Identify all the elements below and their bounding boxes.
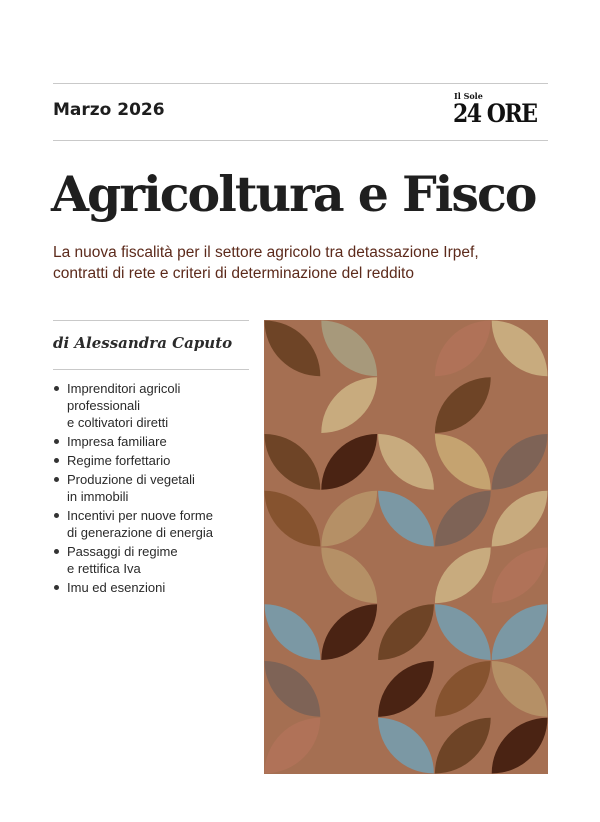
topic-label: Imu ed esenzioni [67,580,166,595]
topic-label: Incentivi per nuove forme di generazione di energia [67,508,213,540]
topic-label: Imprenditori agricoli professionali e coltivatori diretti [67,381,181,430]
topic-item [53,433,253,450]
author-bottom-rule [53,369,249,370]
issue-date: Marzo 2026 [53,100,165,120]
subtitle-line: contratti di rete e criteri di determinazione del reddito [53,265,414,282]
topic-item [53,543,253,577]
topic-item [53,507,253,541]
logo-big-text: 24 ORE [453,99,537,129]
topic-label: Regime forfettario [67,453,171,468]
author-top-rule [53,320,249,321]
publisher-logo [454,91,550,131]
topics-list [53,380,253,598]
topic-label: Passaggi di regime e rettifica Iva [67,544,178,576]
topic-item [53,471,253,505]
top-rule [53,83,548,84]
author-name: di Alessandra Caputo [53,334,233,352]
header-rule [53,140,548,141]
topic-item [53,452,253,469]
topic-item [53,579,253,596]
subtitle-line: La nuova fiscalità per il settore agricolo tra detassazione Irpef, [53,244,479,261]
logo-small-text: Il Sole [454,91,483,101]
cover-subtitle [53,242,553,284]
cover-title: Agricoltura e Fisco [51,165,536,223]
topic-label: Impresa familiare [67,434,167,449]
leaf-tile-pattern-icon [264,320,548,774]
topic-label: Produzione di vegetali in immobili [67,472,195,504]
topic-item [53,380,253,431]
